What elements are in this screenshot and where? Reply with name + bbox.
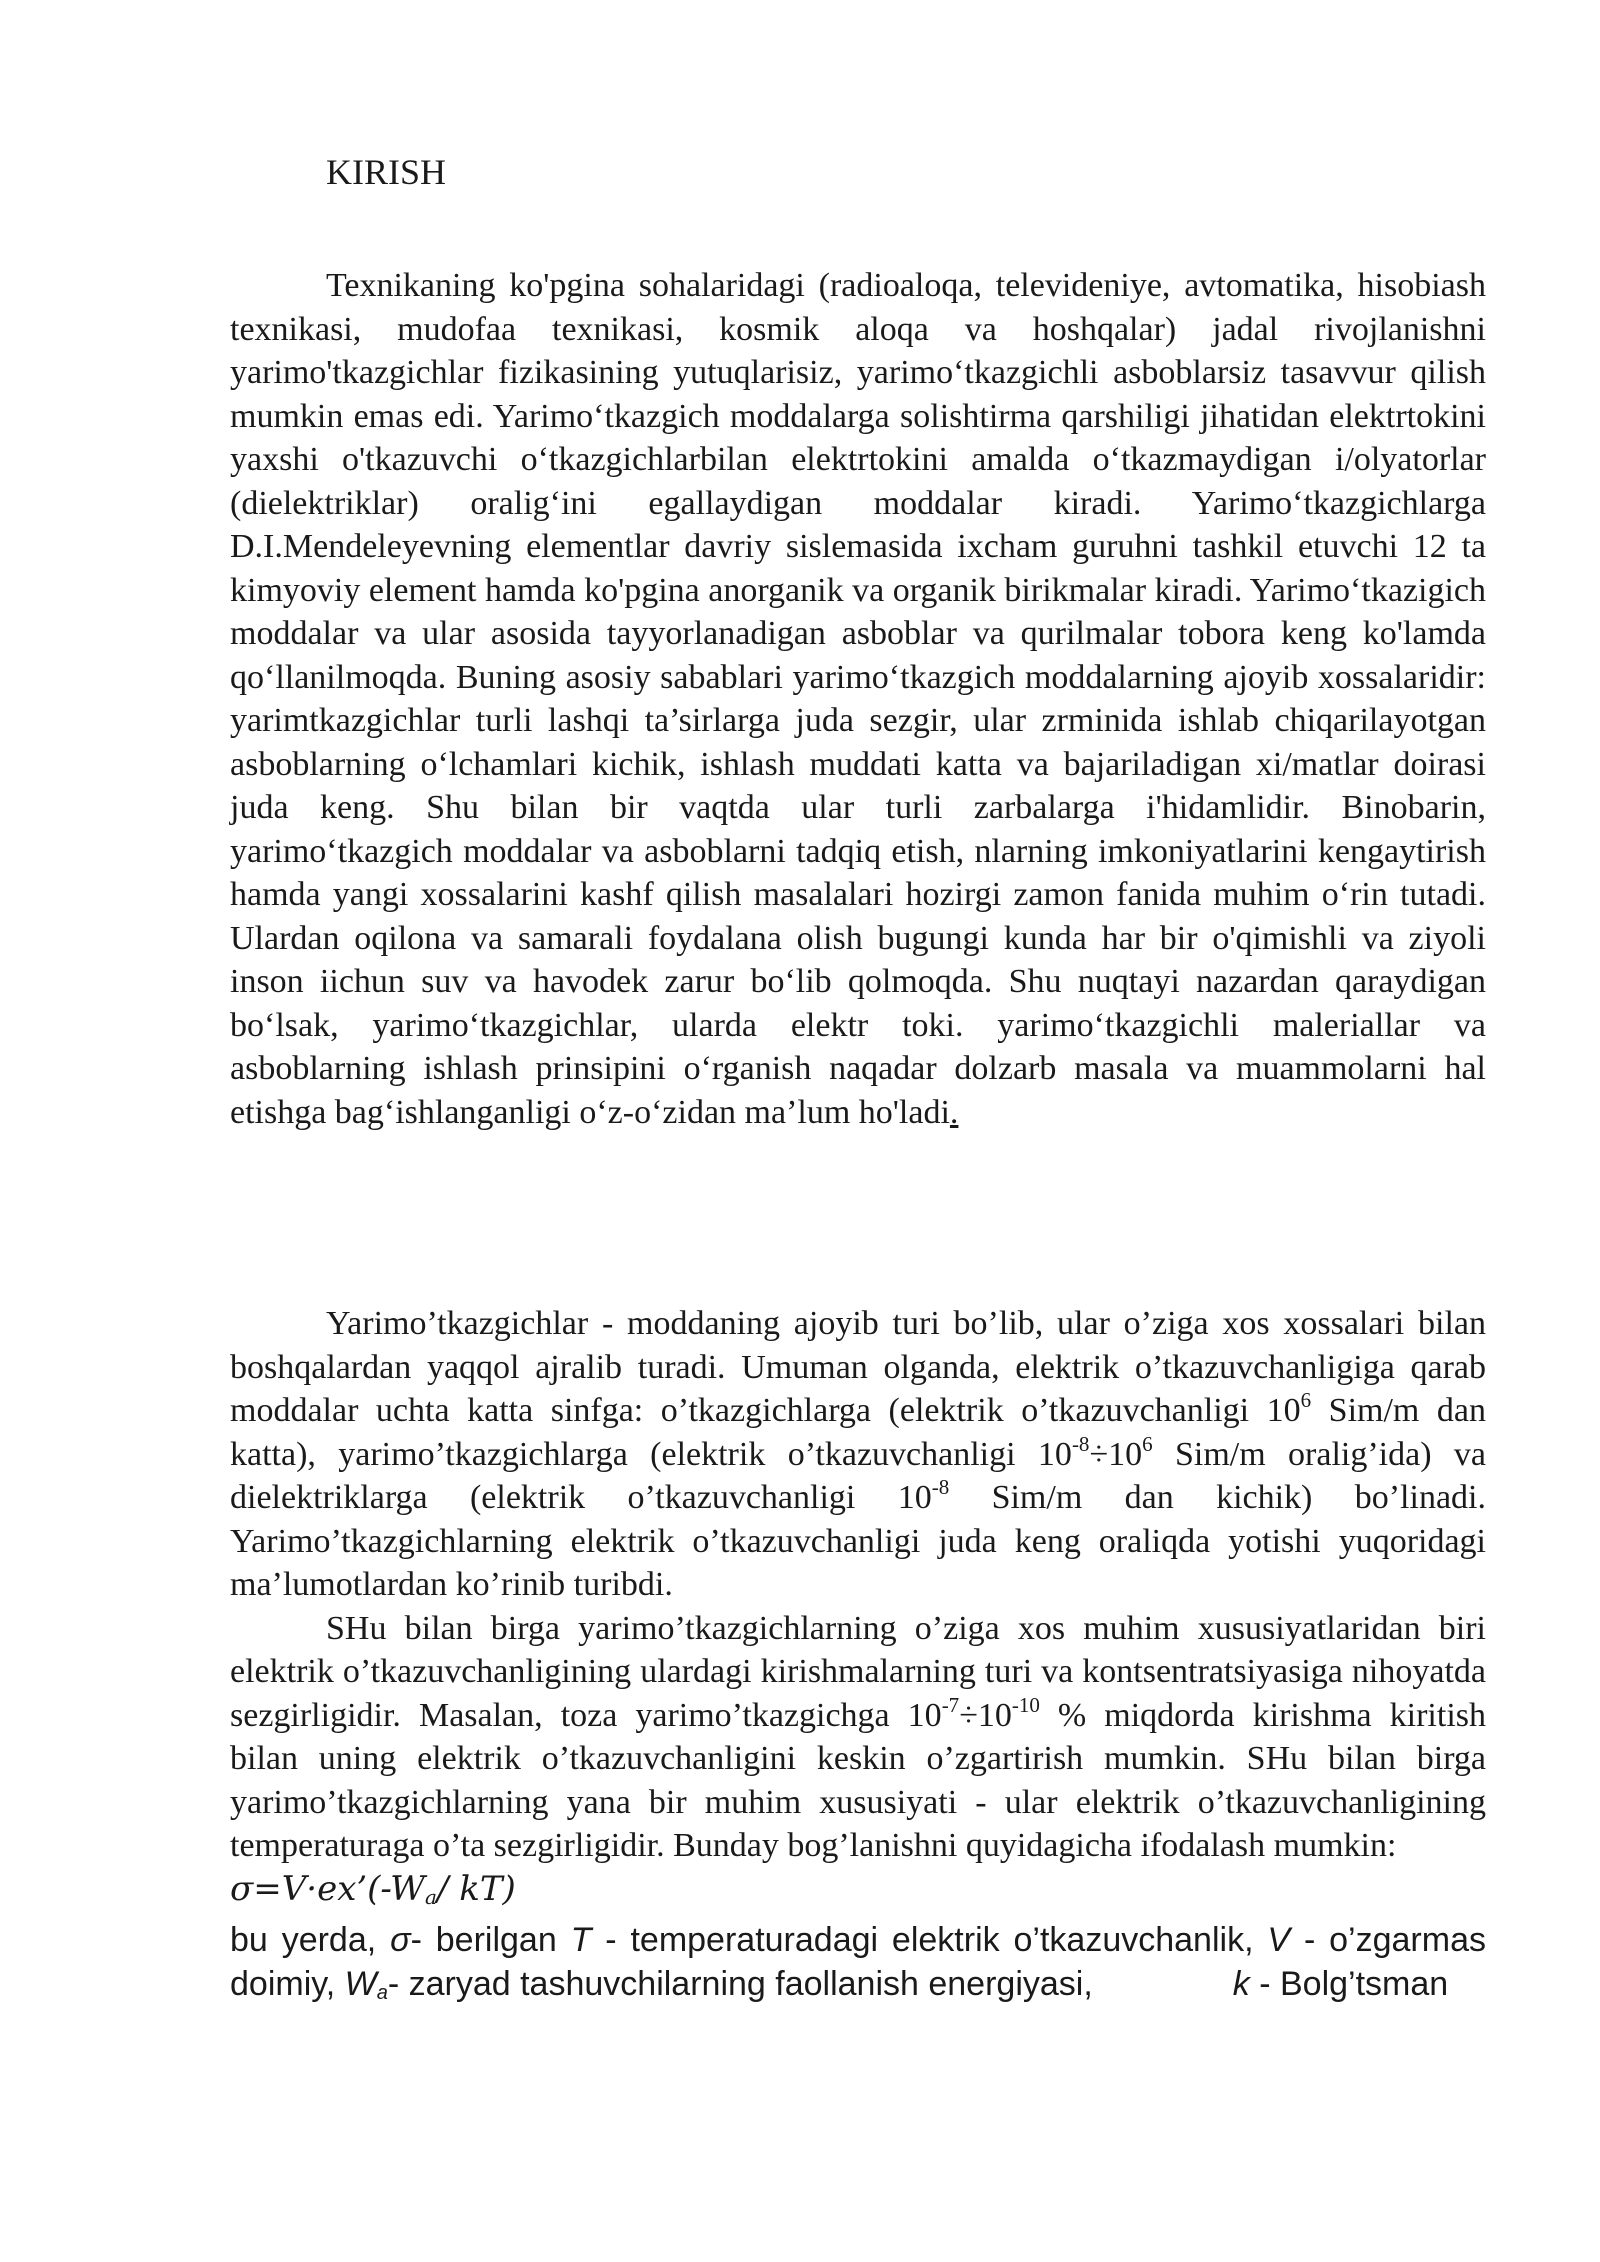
intro-paragraph: Texnikaning ko'pgina sohalaridagi (radioaloqa, televideniye, avtomatika, hisobiash texnikasi, mudofaa texnikasi, kosmik aloqa va hoshqalar) jadal rivojlanishni yarimo'tkazgichlar fizikasining yutuqlarisiz, yarimo‘tkazgichli asboblarsiz tasavvur qilish mumkin emas edi. Yarimo‘tkazgich moddalarga solishtirma qarshiligi jihatidan elektrtokini yaxshi o'tkazuvchi o‘tkazgichlarbilan elektrtokini amalda o‘tkazmaydigan i/olyatorlar (dielektriklar) oralig‘ini egallaydigan moddalar kiradi. Yarimo‘tkazgichlarga D.I.Mendeleyevning elementlar davriy sislemasida ixcham guruhni tashkil etuvchi 12 ta kimyoviy element hamda ko'pgina anorganik va organik birikmalar kiradi. Yarimo‘tkazigich moddalar va ular asosida tayyorlanadigan asboblar va qurilmalar tobora keng ko'lamda qo‘llanilmoqda. Buning asosiy sabablari yarimo‘tkazgich moddalarning ajoyib xossalaridir: yarimtkazgichlar turli lashqi ta’sirlarga juda sezgir, ular zrminida ishlab chiqarilayotgan asboblarning o‘lchamlari kichik, ishlash muddati katta va bajariladigan xi/matlar doirasi juda keng. Shu bilan bir vaqtda ular turli zarbalarga i'hidamlidir. Binobarin, yarimo‘tkazgich moddalar va asboblarni tadqiq etish, nlarning imkoniyatlarini kengaytirish hamda yangi xossalarini kashf qilish masalalari hozirgi zamon fanida muhim o‘rin tutadi. Ulardan oqilona va samarali foydalana olish bugungi kunda har bir o'qimishli va ziyoli inson iichun suv va havodek zarur bo‘lib qolmoqda. Shu nuqtayi nazardan qaraydigan bo‘lsak, yarimo‘tkazgichlar, ularda elektr toki. yarimo‘tkazgichli maleriallar va asboblarning ishlash prinsipini o‘rganish naqadar dolzarb masala va muammolarni hal etishga bag‘ishlanganligi o‘z-o‘zidan ma’lum ho'ladi. [230,267,1486,1131]
paragraph-impurity-sensitivity: SHu bilan birga yarimo’tkazgichlarning o’ziga xos muhim xususiyatlaridan biri elektrik o’tkazuvchanligining ulardagi kirishmalarning turi va kontsentratsiyasiga nihoyatda sezgirligidir. Masalan, toza yarimo’tkazgichga $10^{-7}\div 10^{-10}$ % miqdorda kirishma kiritish bilan uning elektrik o’tkazuvchanligini keskin o’zgartirish mumkin. SHu bilan birga yarimo’tkazgichlarning yana bir muhim xususiyati - ular elektrik o’tkazuvchanligining temperaturaga o’ta sezgirligidir. Bunday bog’lanishni quyidagicha ifodalash mumkin: [230,1609,1486,1864]
semiconductor-section [230,1302,1486,2015]
paragraph-conductivity-classes: Yarimo’tkazgichlar - moddaning ajoyib turi bo’lib, ular o’ziga xos xossalari bilan boshqalardan yaqqol ajralib turadi. Umuman olganda, elektrik o’tkazuvchanligiga qarab moddalar uchta katta sinfga: o’tkazgichlarga (elektrik o’tkazuvchanligi $10^6$ Sim/m dan katta), yarimo’tkazgichlarga (elektrik o’tkazuvchanligi $10^{-8}\div 10^6$ Sim/m oralig’ida) va dielektriklarga (elektrik o’tkazuvchanligi $10^{-8}$ Sim/m dan kichik) bo’linadi. Yarimo’tkazgichlarning elektrik o’tkazuvchanligi juda keng oraliqda yotishi yuqoridagi ma’lumotlardan ko’rinib turibdi. [230,1305,1487,1603]
page-title: KIRISH [326,152,447,192]
intro-end-mark: . [949,1093,959,1131]
formula-explanation: bu yerda, σ- berilgan T - temperaturadagi elektrik o’tkazuvchanlik, V - o’zgarmas doimiy, $W_a-$ zaryad tashuvchilarning faollanish energiyasi, k - Bolg’tsman [230,1921,1486,2004]
intro-section [230,264,1486,1134]
conductivity-formula: $\sigma=V\cdot ex’(-W_a/$ kT) [230,1868,516,1909]
